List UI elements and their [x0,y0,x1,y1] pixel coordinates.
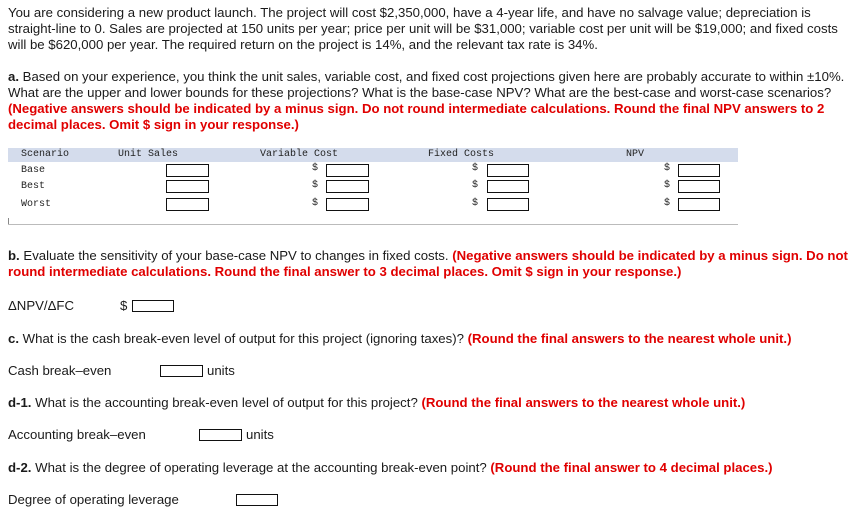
row-label-worst: Worst [21,199,52,210]
base-variable-cost-input[interactable] [326,164,369,177]
part-d2-label: d-2. [8,460,32,475]
scenario-table [8,148,738,225]
part-a-text: Based on your experience, you think the unit sales, variable cost, and fixed cost projections given here are probably accurate to within ±10%. What are the upper and lower bounds for these projections? What is the base-case NPV? What are the best-case and worst-case scenarios? [8,69,845,100]
worst-variable-cost-currency: $ [312,198,319,209]
base-npv-currency: $ [664,163,671,174]
worst-unit-sales-input[interactable] [166,198,209,211]
part-b-label: b. [8,248,20,263]
part-d2-question [8,460,854,476]
base-fixed-costs-input[interactable] [487,164,529,177]
part-c-text: What is the cash break-even level of output for this project (ignoring taxes)? [22,331,464,346]
dol-input[interactable] [236,494,278,506]
best-fixed-costs-currency: $ [472,180,479,191]
part-b-text: Evaluate the sensitivity of your base-case NPV to changes in fixed costs. [23,248,449,263]
part-d1-question [8,395,854,411]
cash-breakeven-input[interactable] [160,365,203,377]
part-c-question [8,331,854,347]
part-d1-text: What is the accounting break-even level of output for this project? [35,395,418,410]
worst-npv-input[interactable] [678,198,720,211]
header-unit-sales: Unit Sales [118,149,179,160]
base-variable-cost-currency: $ [312,163,319,174]
delta-npv-label: ΔNPV/ΔFC [8,298,74,313]
header-npv: NPV [626,149,645,160]
cash-breakeven-label: Cash break–even [8,363,112,378]
best-fixed-costs-input[interactable] [487,180,529,193]
best-npv-input[interactable] [678,180,720,193]
part-c-label: c. [8,331,19,346]
part-b-answer-row [8,298,74,314]
part-d2-text: What is the degree of operating leverage at the accounting break-even point? [35,460,487,475]
header-scenario: Scenario [21,149,70,160]
base-unit-sales-input[interactable] [166,164,209,177]
part-b-question [8,248,854,280]
intro-text: You are considering a new product launch. The project will cost $2,350,000, have a 4-year life, and have no salvage value; depreciation is straight-line to 0. Sales are projected at 150 units per year; price per unit will be $31,000; variable cost per unit will be $19,000; and fixed costs will be $620,000 per year. The required return on the project is 14%, and the relevant tax rate is 34%. [8,5,838,52]
table-header [8,148,738,162]
worst-variable-cost-input[interactable] [326,198,369,211]
delta-npv-currency: $ [120,298,128,313]
delta-npv-input[interactable] [132,300,174,312]
worst-fixed-costs-currency: $ [472,198,479,209]
part-c-instruction: (Round the final answers to the nearest whole unit.) [467,331,792,346]
header-fixed-costs: Fixed Costs [428,149,495,160]
best-unit-sales-input[interactable] [166,180,209,193]
part-d2-instruction: (Round the final answer to 4 decimal places.) [490,460,773,475]
header-variable-cost: Variable Cost [260,149,339,160]
best-variable-cost-currency: $ [312,180,319,191]
worst-fixed-costs-input[interactable] [487,198,529,211]
row-label-base: Base [21,165,46,176]
table-bottom-rule [8,224,738,225]
base-fixed-costs-currency: $ [472,163,479,174]
best-variable-cost-input[interactable] [326,180,369,193]
best-npv-currency: $ [664,180,671,191]
part-a-question [8,69,854,133]
part-d1-label: d-1. [8,395,32,410]
dol-label: Degree of operating leverage [8,492,179,507]
part-d1-instruction: (Round the final answers to the nearest whole unit.) [421,395,746,410]
part-b-instruction: (Negative answers should be indicated by a minus sign. Do not round intermediate calculations. Round the final answer to 3 decimal places. Omit $ sign in your response.) [8,248,848,279]
accounting-breakeven-input[interactable] [199,429,242,441]
worst-npv-currency: $ [664,198,671,209]
accounting-breakeven-unit: units [246,427,274,442]
part-a-instruction: (Negative answers should be indicated by a minus sign. Do not round intermediate calculations. Round the final NPV answers to 2 decimal places. Omit $ sign in your response.) [8,101,825,132]
accounting-breakeven-label: Accounting break–even [8,427,146,442]
base-npv-input[interactable] [678,164,720,177]
part-a-label: a. [8,69,19,84]
cash-breakeven-unit: units [207,363,235,378]
row-label-best: Best [21,181,46,192]
